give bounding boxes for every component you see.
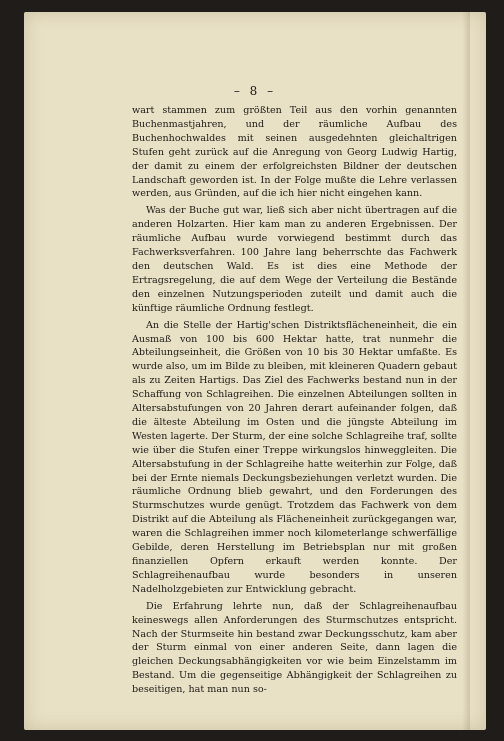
paragraph: wart stammen zum größten Teil aus den vorhin genannten Buchenmastjahren, und der räumliche Aufbau des Buchenhochwaldes mit seinen ausgedehnten gleichaltrigen Stufen geht zurück auf die Anregung von Georg Ludwig Hartig, der damit zu einem der erfolgreichsten Bildner der deutschen Landschaft geworden ist. In der Folge mußte die Lehre verlassen werden, aus Gründen, auf die ich hier nicht eingehen kann. [132,105,457,200]
paragraph: Was der Buche gut war, ließ sich aber nicht übertragen auf die anderen Holzarten. Hier kam man zu anderen Ergebnissen. Der räumliche Aufbau wurde vorwiegend bestimmt durch das Fachwerksverfahren. 100 Jahre lang beherrschte das Fachwerk den deutschen Wald. Es ist dies eine Methode der Ertragsregelung, die auf dem Wege der Verteilung die Bestände den einzelnen Nutzungsperioden zuteilt und damit auch die künftige räumliche Ordnung festlegt. [132,205,457,314]
page-number: – 8 – [233,84,277,98]
body-text [132,104,457,700]
book-page [24,12,486,730]
paragraph: Die Erfahrung lehrte nun, daß der Schlagreihenaufbau keineswegs allen Anforderungen des Sturmschutzes entspricht. Nach der Sturmseite hin bestand zwar Deckungsschutz, kam aber der Sturm einmal von einer anderen Seite, dann lagen die gleichen Deckungsabhängigkeiten vor wie beim Einzelstamm im Bestand. Um die gegenseitige Abhängigkeit der Schlagreihen zu beseitigen, hat man nun so- [132,600,457,696]
paragraph: An die Stelle der Hartig'schen Distriktsflächeneinheit, die ein Ausmaß von 100 bis 600 Hektar hatte, trat nunmehr die Abteilungseinheit, die Größen von 10 bis 30 Hektar umfaßte. Es wurde also, um im Bilde zu bleiben, mit kleineren Quadern gebaut als zu Zeiten Hartigs. Das Ziel des Fachwerks bestand nun in der Schaffung von Schlagreihen. Die einzelnen Abteilungen sollten in Altersabstufungen von 20 Jahren derart aufeinander folgen, daß die älteste Abteilung im Osten und die jüngste Abteilung im Westen lagerte. Der Sturm, der eine solche Schlagreihe traf, sollte wie über die Stufen einer Treppe wirkungslos hinweggleiten. Die Altersabstufung in der Schlagreihe hatte weiterhin zur Folge, daß bei der Ernte niemals Deckungsbeziehungen verletzt wurden. Die räumliche Ordnung blieb gewahrt, und den Forderungen des Sturmschutzes wurde genügt. Trotzdem das Fachwerk von dem Distrikt auf die Abteilung als Flächeneinheit zurückgegangen war, waren die Schlagreihen immer noch kilometerlange schwerfällige Gebilde, deren Herstellung im Betriebsplan nur mit großen finanziellen Opfern erkauft werden konnte. Der Schlagreihenaufbau wurde besonders in unseren Nadelholzgebieten zur Entwicklung gebracht. [132,319,457,595]
page-gutter-shadow [462,12,470,730]
